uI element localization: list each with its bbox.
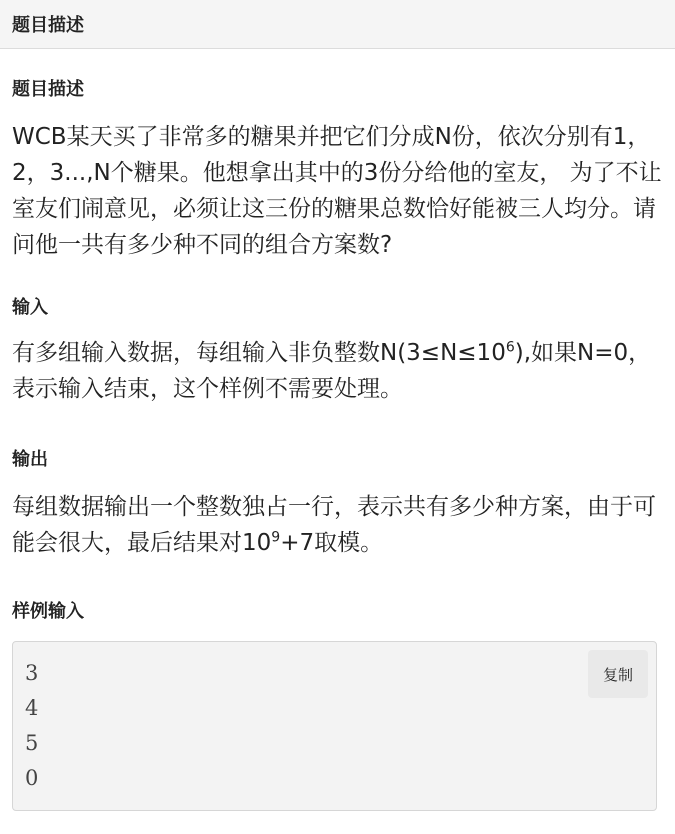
input-title: 输入 <box>12 297 48 318</box>
output-title: 输出 <box>12 449 48 470</box>
copy-button[interactable]: 复制 <box>588 650 648 698</box>
sample-line: 3 <box>25 661 39 685</box>
output-text-part2: +7取模。 <box>280 530 384 556</box>
input-text <box>12 335 663 407</box>
sample-line: 4 <box>25 696 39 720</box>
output-text-part1: 每组数据输出一个整数独占一行，表示共有多少种方案，由于可能会很大，最后结果对10 <box>12 494 656 556</box>
input-text-part2: ),如果N=0，表示输入结束，这个样例不需要处理。 <box>12 340 652 402</box>
sample-line: 0 <box>25 766 39 790</box>
output-exponent: 9 <box>271 529 281 546</box>
input-text-part1: 有多组输入数据，每组输入非负整数N(3≤N≤10 <box>12 340 506 366</box>
sample-input-box[interactable] <box>12 641 657 811</box>
sample-line: 5 <box>25 731 39 755</box>
panel-header <box>0 0 675 49</box>
input-exponent: 6 <box>505 339 515 356</box>
problem-content <box>0 49 675 811</box>
output-text <box>12 489 663 561</box>
description-title: 题目描述 <box>12 79 84 100</box>
sample-input-title: 样例输入 <box>12 601 84 622</box>
description-text: WCB某天买了非常多的糖果并把它们分成N份，依次分别有1，2，3...,N个糖果。他想拿出其中的3份分给他的室友， 为了不让室友们闹意见，必须让这三份的糖果总数恰好能被三人均分。请问他一共有多少种不同的组合方案数? <box>12 124 662 258</box>
panel-title: 题目描述 <box>12 15 84 36</box>
